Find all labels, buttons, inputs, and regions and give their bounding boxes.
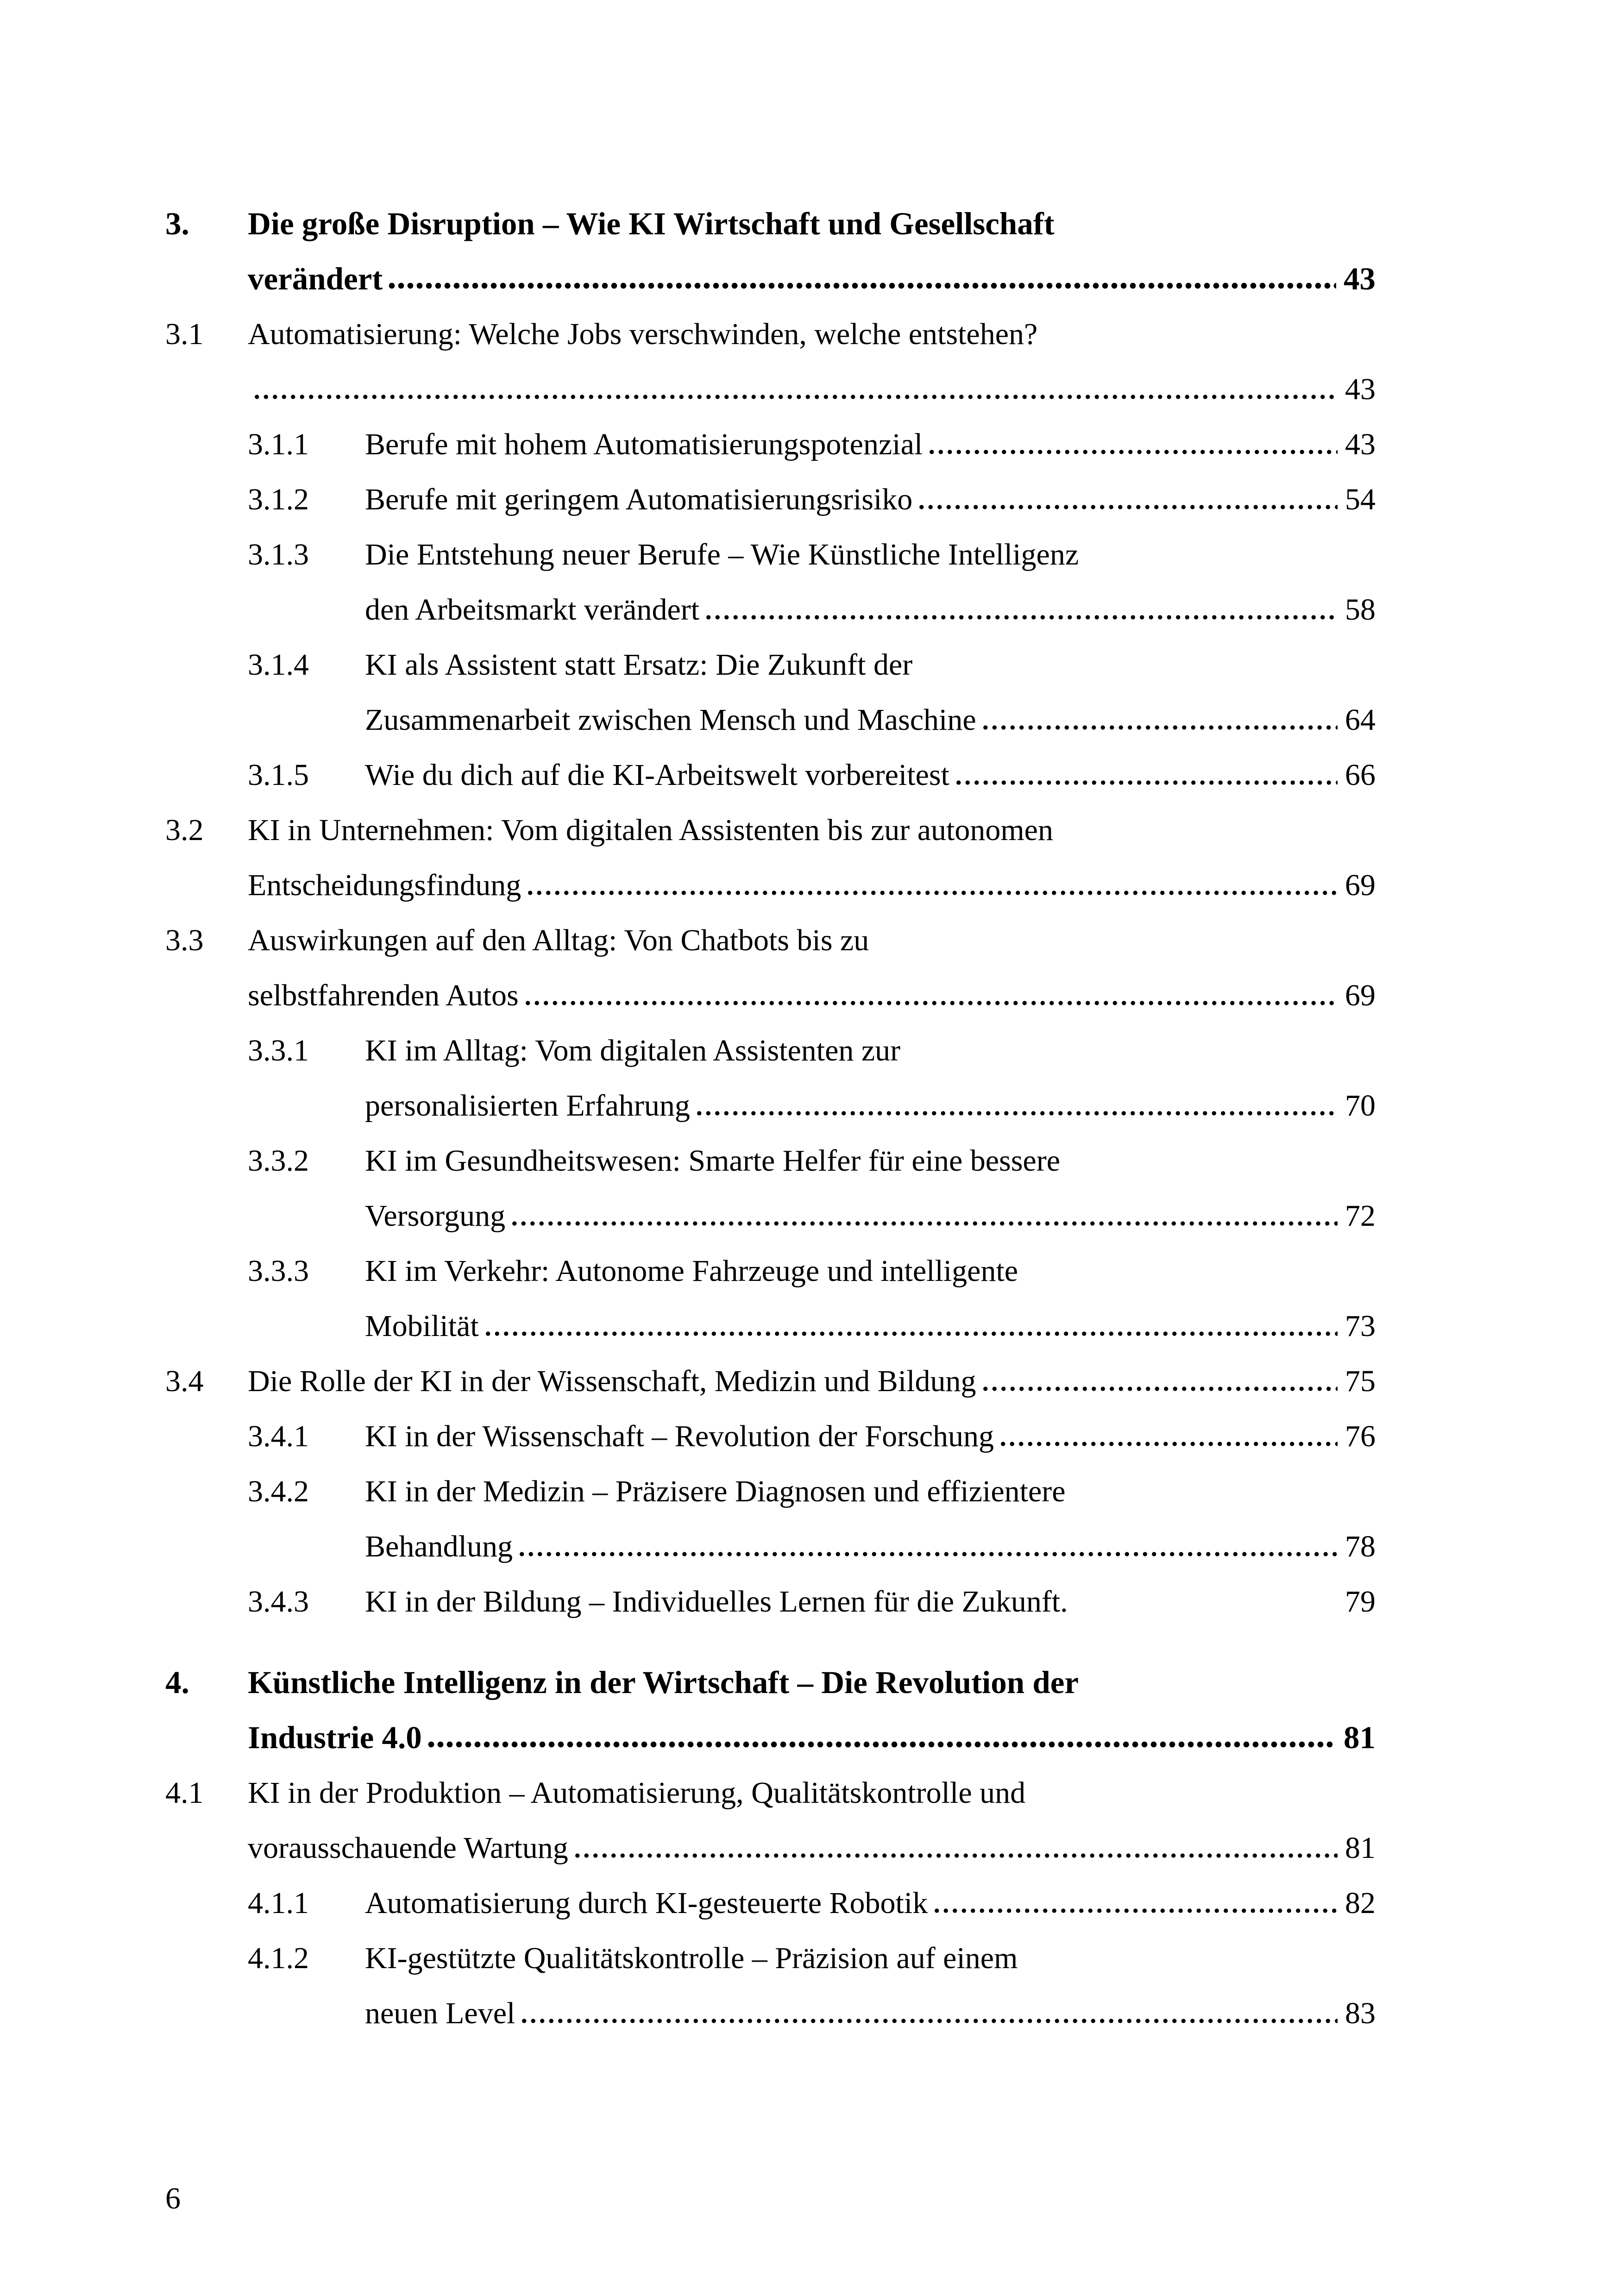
toc-entry-title: KI im Verkehr: Autonome Fahrzeuge und intelligente <box>365 1254 1018 1288</box>
toc-entry-line <box>165 692 1376 747</box>
dot-leader <box>1073 1574 1338 1629</box>
toc-entry-page-number: 76 <box>1345 1419 1376 1453</box>
dot-leader <box>427 1710 1336 1765</box>
toc-entry-title: Berufe mit hohem Automatisierungspotenzial <box>365 427 923 461</box>
toc-entry-page-number: 64 <box>1345 703 1376 737</box>
toc-entry-page-number: 72 <box>1345 1199 1376 1233</box>
toc-entry-page-number: 78 <box>1345 1530 1376 1563</box>
toc-entry-number: 3. <box>165 206 189 241</box>
toc-entry-line <box>165 1409 1376 1464</box>
toc-entry-number: 3.1.3 <box>248 538 309 571</box>
toc-entry-number: 3.4.2 <box>248 1474 309 1508</box>
section-gap <box>165 1629 1376 1655</box>
dot-leader <box>954 747 1338 803</box>
toc-entry-page-number: 75 <box>1345 1364 1376 1398</box>
dot-leader <box>387 251 1336 307</box>
toc-entry-page-number: 43 <box>1345 427 1376 461</box>
toc-entry-line <box>165 1023 1376 1078</box>
dot-leader <box>981 1354 1338 1409</box>
toc-entry-title: KI im Alltag: Vom digitalen Assistenten zur <box>365 1034 901 1067</box>
dot-leader <box>999 1409 1338 1464</box>
toc-entry-line <box>165 637 1376 692</box>
toc-entry-line <box>165 913 1376 968</box>
toc-entry-title: Behandlung <box>365 1530 513 1563</box>
toc-entry-number: 3.1 <box>165 317 204 351</box>
dot-leader <box>526 858 1338 913</box>
toc-entry-number: 3.4.1 <box>248 1419 309 1453</box>
toc-entry-line <box>165 307 1376 362</box>
toc-entry-line <box>165 1820 1376 1876</box>
toc-entry-page-number: 58 <box>1345 593 1376 627</box>
toc-entry-title: KI als Assistent statt Ersatz: Die Zukunft der <box>365 648 913 682</box>
toc-entry-line <box>165 1765 1376 1820</box>
toc-entry-number: 3.4.3 <box>248 1585 309 1618</box>
toc-entry-number: 3.3.2 <box>248 1144 309 1178</box>
toc-entry-line <box>165 747 1376 803</box>
toc-entry-line <box>165 582 1376 637</box>
toc-entry-line <box>165 1133 1376 1188</box>
toc-entry-title: Die Entstehung neuer Berufe – Wie Künstliche Intelligenz <box>365 538 1079 571</box>
toc-entry-number: 4.1.2 <box>248 1941 309 1975</box>
toc-entry-title: KI in der Produktion – Automatisierung, Qualitätskontrolle und <box>248 1776 1026 1810</box>
dot-leader <box>484 1299 1338 1354</box>
dot-leader <box>704 582 1338 637</box>
toc-entry-title: den Arbeitsmarkt verändert <box>365 593 700 627</box>
toc-entry-line <box>165 196 1376 251</box>
toc-entry-line <box>165 1519 1376 1574</box>
dot-leader <box>927 417 1338 472</box>
toc-entry-line <box>165 968 1376 1023</box>
toc-entry-line <box>165 1243 1376 1299</box>
toc-entry-line <box>165 1354 1376 1409</box>
toc-entry-line <box>165 472 1376 527</box>
dot-leader <box>932 1876 1338 1931</box>
toc-entry-title: Versorgung <box>365 1199 506 1233</box>
toc-entry-title: Die Rolle der KI in der Wissenschaft, Medizin und Bildung <box>248 1364 976 1398</box>
dot-leader <box>523 968 1338 1023</box>
dot-leader <box>510 1188 1338 1243</box>
toc-entry-title: neuen Level <box>365 1996 515 2030</box>
toc-entry-title: personalisierten Erfahrung <box>365 1089 690 1123</box>
toc-entry-line <box>165 1464 1376 1519</box>
toc-entry-title: Zusammenarbeit zwischen Mensch und Maschine <box>365 703 976 737</box>
toc-entry-page-number: 43 <box>1344 261 1376 296</box>
toc-entry-number: 4.1 <box>165 1776 204 1810</box>
toc-entry-line <box>165 1710 1376 1765</box>
toc-entry-line <box>165 1188 1376 1243</box>
toc-entry-title: Mobilität <box>365 1309 479 1343</box>
toc-entry-number: 4. <box>165 1665 189 1700</box>
toc-entry-title: Künstliche Intelligenz in der Wirtschaft – Die Revolution der <box>248 1665 1079 1700</box>
toc-entry-line <box>165 1931 1376 1986</box>
toc-entry-title: KI in der Bildung – Individuelles Lernen für die Zukunft. <box>365 1585 1068 1618</box>
toc-entry-title: selbstfahrenden Autos <box>248 979 519 1012</box>
toc-entry-number: 3.1.4 <box>248 648 309 682</box>
toc-entry-number: 4.1.1 <box>248 1886 309 1920</box>
toc-entry-number: 3.1.2 <box>248 483 309 516</box>
toc-entry-line <box>165 803 1376 858</box>
toc-entry-page-number: 43 <box>1345 372 1376 406</box>
toc-entry-page-number: 82 <box>1345 1886 1376 1920</box>
toc-entry-title: verändert <box>248 261 383 296</box>
dot-leader <box>252 362 1338 417</box>
toc-entry-line <box>165 1574 1376 1629</box>
toc-entry-line <box>165 251 1376 307</box>
toc-entry-line <box>165 858 1376 913</box>
toc-entry-title: KI im Gesundheitswesen: Smarte Helfer für eine bessere <box>365 1144 1060 1178</box>
toc-entry-title: Auswirkungen auf den Alltag: Von Chatbots bis zu <box>248 923 869 957</box>
table-of-contents <box>165 196 1376 2041</box>
toc-entry-line <box>165 1299 1376 1354</box>
toc-entry-title: Automatisierung durch KI-gesteuerte Robotik <box>365 1886 928 1920</box>
toc-entry-title: Automatisierung: Welche Jobs verschwinden, welche entstehen? <box>248 317 1038 351</box>
toc-entry-title: KI in Unternehmen: Vom digitalen Assistenten bis zur autonomen <box>248 813 1053 847</box>
toc-entry-number: 3.4 <box>165 1364 204 1398</box>
toc-entry-title: KI-gestützte Qualitätskontrolle – Präzision auf einem <box>365 1941 1018 1975</box>
toc-entry-page-number: 73 <box>1345 1309 1376 1343</box>
toc-entry-number: 3.1.1 <box>248 427 309 461</box>
dot-leader <box>517 1519 1338 1574</box>
toc-entry-page-number: 66 <box>1345 758 1376 792</box>
toc-entry-line <box>165 362 1376 417</box>
toc-entry-title: Entscheidungsfindung <box>248 868 521 902</box>
toc-entry-number: 3.3.3 <box>248 1254 309 1288</box>
dot-leader <box>573 1820 1338 1876</box>
page-number-folio: 6 <box>165 2182 181 2215</box>
toc-entry-line <box>165 1655 1376 1710</box>
toc-entry-line <box>165 417 1376 472</box>
toc-entry-title: KI in der Wissenschaft – Revolution der Forschung <box>365 1419 994 1453</box>
toc-entry-title: Berufe mit geringem Automatisierungsrisiko <box>365 483 913 516</box>
toc-entry-line <box>165 1078 1376 1133</box>
dot-leader <box>520 1986 1338 2041</box>
toc-entry-title: vorausschauende Wartung <box>248 1831 568 1865</box>
toc-entry-page-number: 83 <box>1345 1996 1376 2030</box>
toc-entry-title: Die große Disruption – Wie KI Wirtschaft und Gesellschaft <box>248 206 1055 241</box>
toc-entry-number: 3.3 <box>165 923 204 957</box>
toc-entry-title: KI in der Medizin – Präzisere Diagnosen und effizientere <box>365 1474 1066 1508</box>
toc-entry-page-number: 69 <box>1345 979 1376 1012</box>
dot-leader <box>981 692 1338 747</box>
dot-leader <box>695 1078 1338 1133</box>
toc-entry-number: 3.2 <box>165 813 204 847</box>
toc-entry-page-number: 70 <box>1345 1089 1376 1123</box>
toc-entry-number: 3.1.5 <box>248 758 309 792</box>
toc-entry-page-number: 54 <box>1345 483 1376 516</box>
dot-leader <box>917 472 1338 527</box>
toc-entry-page-number: 81 <box>1344 1720 1376 1755</box>
toc-entry-line <box>165 1986 1376 2041</box>
toc-entry-title: Wie du dich auf die KI-Arbeitswelt vorbereitest <box>365 758 949 792</box>
toc-entry-line <box>165 1876 1376 1931</box>
toc-entry-page-number: 81 <box>1345 1831 1376 1865</box>
toc-entry-page-number: 69 <box>1345 868 1376 902</box>
toc-entry-title: Industrie 4.0 <box>248 1720 422 1755</box>
toc-entry-line <box>165 527 1376 582</box>
toc-entry-page-number: 79 <box>1345 1585 1376 1618</box>
toc-entry-number: 3.3.1 <box>248 1034 309 1067</box>
